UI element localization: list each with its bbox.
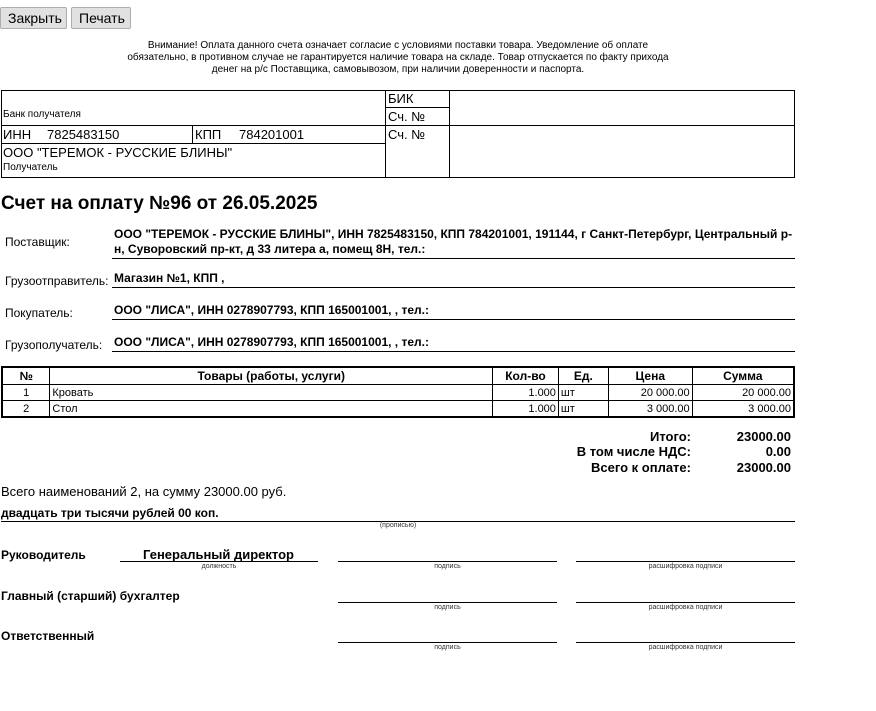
director-signature-caption: подпись [434,563,461,570]
director-signature-line [338,561,557,562]
row-sum: 20 000.00 [692,385,794,401]
director-decode-caption: расшифровка подписи [648,563,723,570]
responsible-decode-line [576,642,795,643]
consignee-value: ООО "ЛИСА", ИНН 0278907793, КПП 165001001, , тел.: [112,335,795,352]
pay-row [0,460,795,476]
bik-label: БИК [388,91,414,106]
position-caption: должность [201,563,237,570]
row-sum: 3 000.00 [692,401,794,418]
col-goods: Товары (работы, услуги) [50,367,493,385]
shipper-value: Магазин №1, КПП , [112,271,795,288]
bank-details [1,90,795,178]
row-unit: шт [558,385,608,401]
total-value: 23000.00 [736,429,791,444]
kpp-label: КПП [195,127,222,142]
invoice-title: Счет на оплату №96 от 26.05.2025 [1,193,318,214]
col-sum: Сумма [692,367,794,385]
table-header [2,367,794,385]
director-label: Руководитель [1,548,86,562]
vat-label: В том числе НДС: [576,444,691,459]
accountant-label: Главный (старший) бухгалтер [1,589,180,603]
responsible-decode-caption: расшифровка подписи [648,644,723,651]
accountant-decode-caption: расшифровка подписи [648,604,723,611]
consignee-row [0,335,795,355]
accountant-decode-line [576,602,795,603]
row-price: 20 000.00 [608,385,692,401]
buyer-label: Покупатель: [5,306,73,320]
bank-label: Банк получателя [3,109,81,120]
words-caption: (прописью) [379,522,417,529]
bank-account-label: Сч. № [388,109,426,124]
col-price: Цена [608,367,692,385]
total-row [0,429,795,445]
col-qty: Кол-во [493,367,559,385]
payment-notice: Внимание! Оплата данного счета означает согласие с условиями поставки товара. Уведомление об оплате обязательно, в противном случае не гарантируется наличие товара на складе. Товар отпускается по факту прихода денег на р/с Поставщика, самовывозом, при наличии доверенности и паспорта. [127,40,669,75]
table-row [2,385,794,401]
row-qty: 1.000 [493,385,559,401]
vat-value: 0.00 [765,444,791,459]
table-row [2,401,794,418]
pay-value: 23000.00 [736,460,791,475]
supplier-label: Поставщик: [5,235,70,249]
row-name: Стол [50,401,493,418]
responsible-label: Ответственный [1,629,95,643]
row-num: 2 [2,401,50,418]
shipper-label: Грузоотправитель: [5,274,109,288]
row-price: 3 000.00 [608,401,692,418]
items-summary: Всего наименований 2, на сумму 23000.00 руб. [1,484,287,499]
recipient-name: ООО "ТЕРЕМОК - РУССКИЕ БЛИНЫ" [3,145,233,160]
pay-label: Всего к оплате: [591,460,691,475]
col-num: № [2,367,50,385]
supplier-row [0,226,795,258]
recipient-label: Получатель [3,162,58,173]
responsible-signature-caption: подпись [434,644,461,651]
inn-value: 7825483150 [47,127,120,142]
row-qty: 1.000 [493,401,559,418]
position-line [120,561,318,562]
buyer-row [0,303,795,323]
row-num: 1 [2,385,50,401]
buyer-value: ООО "ЛИСА", ИНН 0278907793, КПП 165001001, , тел.: [112,303,795,320]
supplier-value: ООО "ТЕРЕМОК - РУССКИЕ БЛИНЫ", ИНН 7825483150, КПП 784201001, 191144, г Санкт-Петербург, Центральный р-н, Суворовский пр-кт, д 33 литера а, помещ 8Н, тел.: [112,227,795,259]
row-unit: шт [558,401,608,418]
shipper-row [0,271,795,291]
accountant-signature-caption: подпись [434,604,461,611]
close-button[interactable]: Закрыть [0,7,67,29]
director-position: Генеральный директор [143,547,294,562]
responsible-signature-line [338,642,557,643]
inn-label: ИНН [3,127,32,142]
col-unit: Ед. [558,367,608,385]
accountant-signature-line [338,602,557,603]
items-table [1,366,795,418]
print-button[interactable]: Печать [71,7,131,29]
vat-row [0,444,795,460]
recipient-account-label: Сч. № [388,127,426,142]
row-name: Кровать [50,385,493,401]
amount-in-words: двадцать три тысячи рублей 00 коп. [1,506,795,522]
consignee-label: Грузополучатель: [5,338,103,352]
kpp-value: 784201001 [239,127,305,142]
director-decode-line [576,561,795,562]
total-label: Итого: [650,429,691,444]
